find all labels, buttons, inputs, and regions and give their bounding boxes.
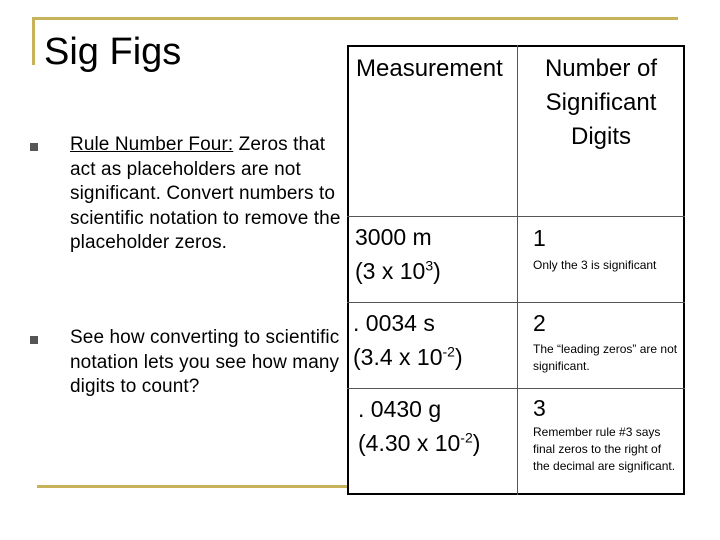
measurement-value: . 0430 g: [358, 396, 442, 422]
exponent: 3: [425, 257, 434, 274]
frame-left-border: [32, 17, 35, 65]
table-row-count: [533, 394, 681, 475]
table-row-measurement: [353, 306, 463, 374]
sig-digit-count: 2: [533, 310, 546, 336]
bullet-text-conversion: See how converting to scientific notation lets you see how many digits to count?: [70, 327, 340, 397]
rule-text: Zeros that act as placeholders are not significant. Convert numbers to scientific notation to remove the placeholder zeros.: [70, 134, 341, 253]
row-note: Remember rule #3 says final zeros to the right of the decimal are significant.: [533, 425, 676, 473]
scientific-notation: (3.4 x $10^{-2}$): [353, 343, 463, 370]
scientific-notation: (4.30 x $10^{-2}$): [358, 429, 481, 456]
table-row-measurement: [355, 220, 441, 288]
bullet-square-icon: [30, 143, 38, 151]
bullet-text-rule-four: [70, 133, 348, 256]
row-note: Only the 3 is significant: [533, 258, 657, 272]
slide-title: Sig Figs: [44, 31, 182, 73]
row-note: The “leading zeros” are not significant.: [533, 342, 678, 373]
header-significant-digits: Number of Significant Digits: [544, 55, 658, 150]
frame-top-border: [32, 17, 678, 20]
table-divider: [347, 216, 685, 217]
rule-label: Rule Number Four:: [70, 134, 234, 155]
table-divider: [347, 388, 685, 389]
sig-digit-count: 1: [533, 225, 546, 251]
table-row-count: [533, 309, 681, 375]
exponent: -2: [460, 429, 473, 446]
measurement-value: . 0034 s: [353, 310, 435, 336]
bullet-square-icon: [30, 336, 38, 344]
scientific-notation: (3 x $10^3$): [355, 257, 441, 284]
table-divider: [347, 302, 685, 303]
measurement-value: 3000 m: [355, 224, 432, 250]
table-row-count: [533, 224, 681, 274]
exponent: -2: [442, 343, 455, 360]
table-column-divider: [517, 45, 518, 495]
header-measurement: Measurement: [356, 55, 503, 82]
table-row-measurement: [358, 392, 480, 460]
sig-digit-count: 3: [533, 395, 546, 421]
